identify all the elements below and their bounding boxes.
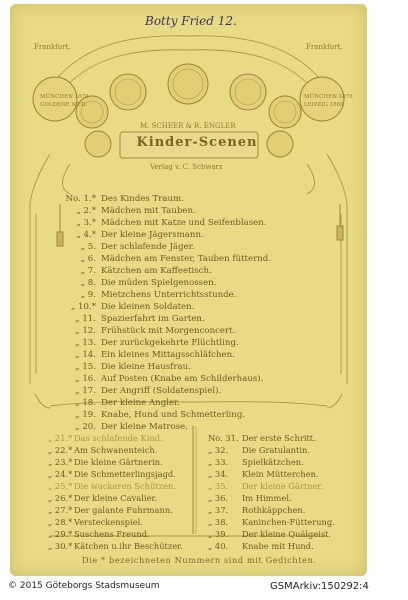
firm-name: M. SCHEER & R. ENGLER xyxy=(140,122,236,130)
list-item: „ 5. Der schlafende Jäger. xyxy=(80,242,195,252)
list-item: „ 14. Ein kleines Mittagsschläfchen. xyxy=(75,350,235,360)
list-item: „ 28.* Versteckenspiel. xyxy=(48,517,143,527)
card-title: Kinder-Scenen xyxy=(136,135,258,150)
cabinet-card xyxy=(10,4,367,576)
list-item: „ 38. Kaninchen-Fütterung. xyxy=(208,517,335,527)
list-item: „ 13. Der zurückgekehrte Flüchtling. xyxy=(75,338,239,348)
list-item: „ 4.* Der kleine Jägersmann. xyxy=(76,230,204,240)
list-item: „ 22.* Am Schwanenteich. xyxy=(48,445,158,455)
list-item: „ 32. Die Gratulantin. xyxy=(208,445,310,455)
list-item: „ 21.* Das schlafende Kind. xyxy=(48,433,163,443)
list-item: No. 31. Der erste Schritt. xyxy=(208,433,316,443)
list-item: „ 34. Klein Mütterchen. xyxy=(208,469,319,479)
city-left: Frankfurt. xyxy=(34,43,71,51)
list-item: „ 11. Spazierfahrt im Garten. xyxy=(75,314,205,324)
list-item: „ 23.* Die kleine Gärtnerin. xyxy=(48,457,163,467)
medal-right-text: MÜNCHEN 1876 xyxy=(304,94,353,100)
list-item: „ 36. Im Himmel. xyxy=(208,493,292,503)
list-item: „ 17. Der Angriff (Soldatenspiel). xyxy=(75,386,222,396)
list-item: „ 20. Der kleine Matrose. xyxy=(75,422,188,432)
list-item: „ 15. Die kleine Hausfrau. xyxy=(75,362,191,372)
list-item: „ 40. Knabe mit Hund. xyxy=(208,541,314,551)
list-item: „ 27.* Der galante Fuhrmann. xyxy=(48,505,173,515)
copyright-caption: © 2015 Göteborgs Stadsmuseum xyxy=(8,581,160,591)
medal-left-text: MÜNCHEN 1876 xyxy=(40,94,89,100)
list-item: „ 6. Mädchen am Fenster, Tauben fütternd. xyxy=(80,254,271,264)
list-item: „ 9. Mietzchens Unterrichtsstunde. xyxy=(80,290,237,300)
list-item: „ 33. Spielkätzchen. xyxy=(208,457,304,467)
city-right: Frankfurt. xyxy=(306,43,343,51)
medal-right-text-2: LEIPZIG 1869 xyxy=(304,102,344,108)
handwritten-note: Botty Fried 12. xyxy=(145,14,237,28)
list-item: „ 25.* Die wackeren Schützen. xyxy=(48,481,176,491)
archive-id: GSMArkiv:150292:4 xyxy=(270,581,369,592)
publisher: Verlag v. C. Schwarz xyxy=(150,163,223,171)
list-item: „ 2.* Mädchen mit Tauben. xyxy=(76,206,196,216)
list-item: „ 39. Der kleine Quälgeist. xyxy=(208,529,332,539)
list-item: „ 30.* Kätchen u.ihr Beschützer. xyxy=(48,541,183,551)
list-item: „ 8. Die müden Spielgenossen. xyxy=(80,278,217,288)
list-item: „ 10.* Die kleinen Soldaten. xyxy=(70,302,195,312)
list-item: „ 35. Der kleine Gärtner. xyxy=(208,481,324,491)
list-item: „ 37. Rothkäppchen. xyxy=(208,505,306,515)
list-item: No. 1.* Des Kindes Traum. xyxy=(65,194,184,204)
list-item: „ 18. Der kleine Angler. xyxy=(75,398,180,408)
list-item: „ 16. Auf Posten (Knabe am Schilderhaus). xyxy=(75,374,264,384)
list-item: „ 24.* Die Schmetterlingsjagd. xyxy=(48,469,176,479)
list-item: „ 29.* Suschens Freund. xyxy=(48,529,150,539)
footer-note: Die * bezeichneten Nummern sind mit Gedichten. xyxy=(82,555,317,565)
list-item: „ 12. Frühstück mit Morgenconcert. xyxy=(75,326,236,336)
list-item: „ 3.* Mädchen mit Katze und Seifenblasen. xyxy=(76,218,267,228)
list-item: „ 7. Kätzchen am Kaffeetisch. xyxy=(80,266,212,276)
list-item: „ 19. Knabe, Hund und Schmetterling. xyxy=(75,410,246,420)
list-item: „ 26.* Der kleine Cavalier. xyxy=(48,493,158,503)
medal-left-text-2: GOLDENE MED. xyxy=(40,102,88,108)
